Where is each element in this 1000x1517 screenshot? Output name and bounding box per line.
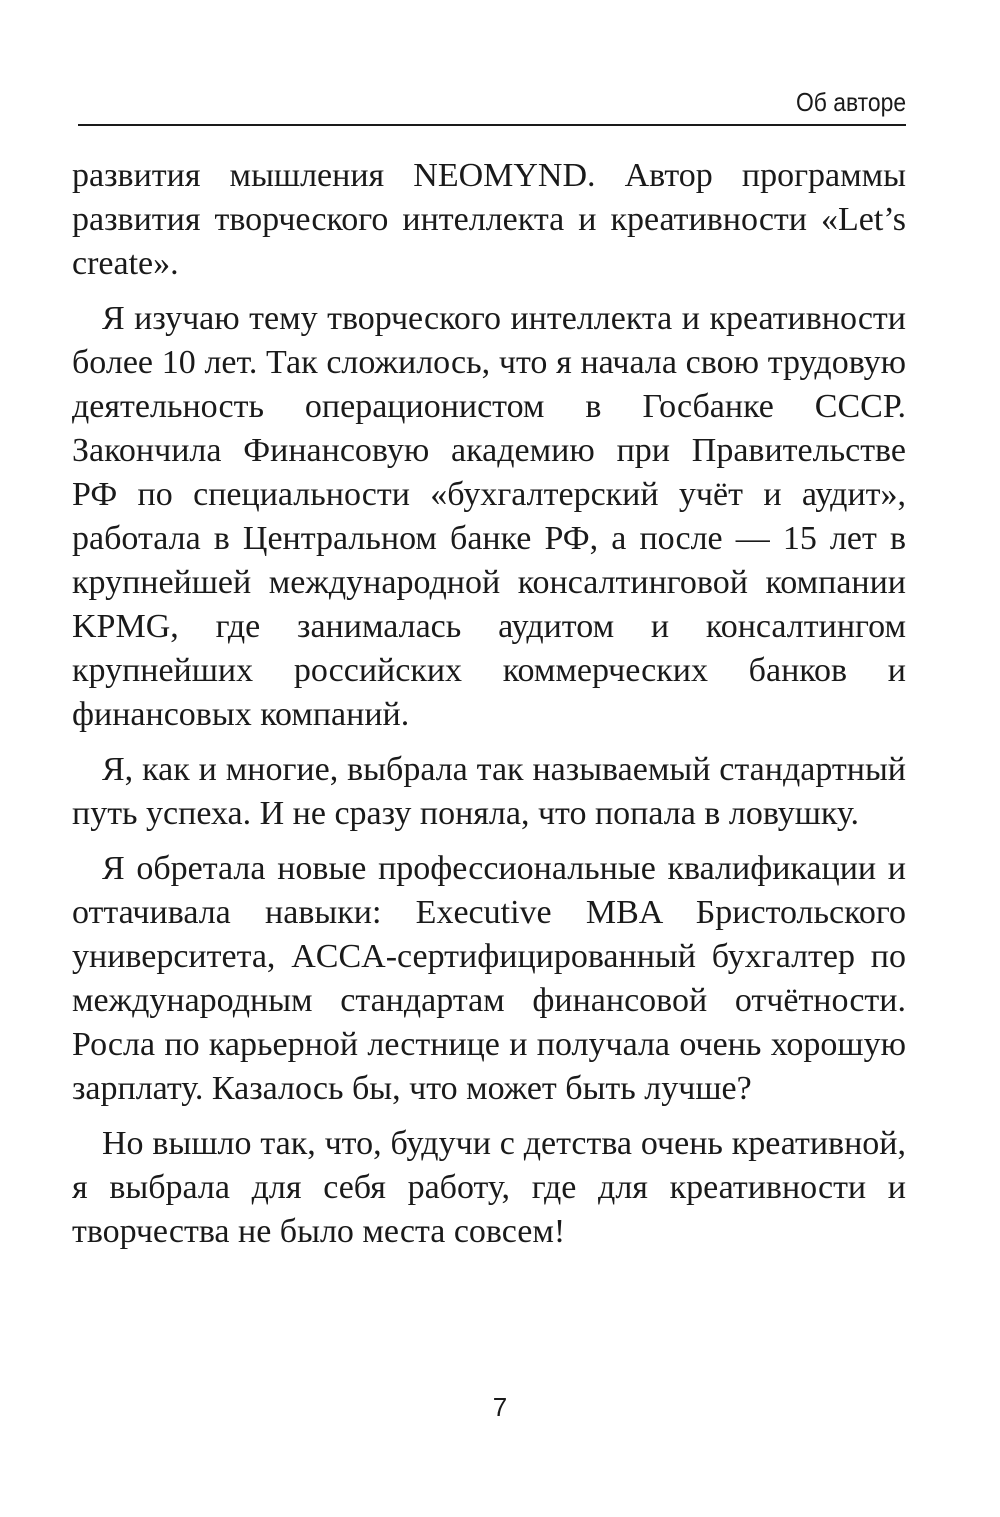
page-number: 7: [492, 1392, 508, 1422]
header-rule: [78, 124, 906, 126]
paragraph-4: Я обретала новые профессиональные квалификации и оттачивала навыки: Executive MBA Бристольского университета, ACCA-сертифицированный бухгалтер по международным стандартам финансовой отчётности. Росла по карьерной лестнице и получала очень хорошую зарплату. Казалось бы, что может быть лучше?: [72, 850, 906, 1107]
paragraph-1: развития мышления NEOMYND. Автор программы развития творческого интеллекта и креативности «Let’s create».: [72, 157, 906, 282]
body-text: [72, 154, 906, 1265]
paragraph-2: Я изучаю тему творческого интеллекта и креативности более 10 лет. Так сложилось, что я начала свою трудовую деятельность операционистом в Госбанке СССР. Закончила Финансовую академию при Правительстве РФ по специальности «бухгалтерский учёт и аудит», работала в Центральном банке РФ, а после — 15 лет в крупнейшей международной консалтинговой компании KPMG, где занималась аудитом и консалтингом крупнейших российских коммерческих банков и финансовых компаний.: [72, 300, 906, 733]
running-head: Об авторе: [795, 87, 906, 117]
paragraph-5: Но вышло так, что, будучи с детства очень креативной, я выбрала для себя работу, где для креативности и творчества не было места совсем!: [72, 1125, 906, 1250]
paragraph-3: Я, как и многие, выбрала так называемый стандартный путь успеха. И не сразу поняла, что попала в ловушку.: [72, 751, 906, 832]
